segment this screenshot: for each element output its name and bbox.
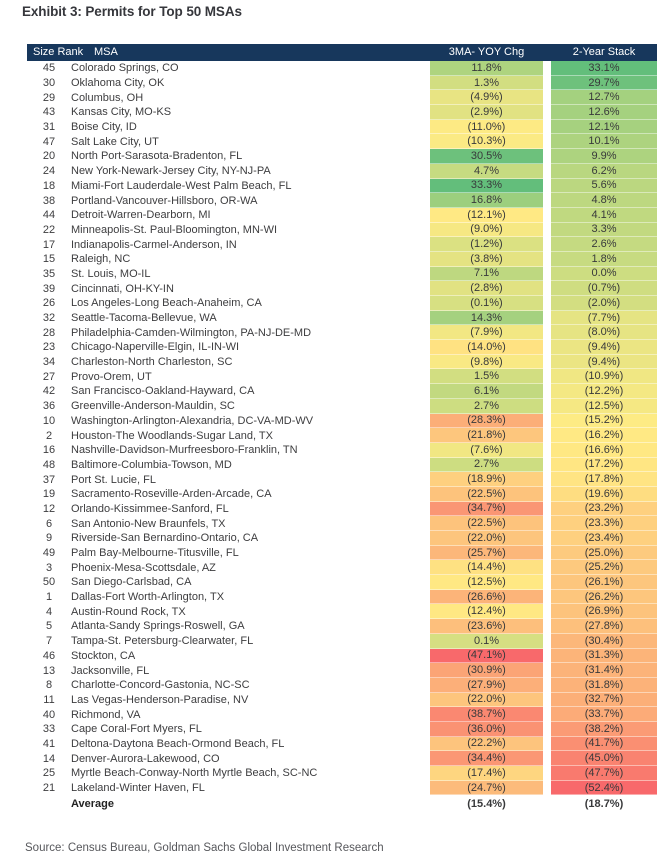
table-row bbox=[27, 76, 657, 91]
msa-cell: Detroit-Warren-Dearborn, MI bbox=[71, 209, 211, 222]
size-rank-cell: 11 bbox=[43, 693, 55, 706]
size-rank-cell: 4 bbox=[45, 605, 53, 618]
table-row bbox=[27, 223, 657, 238]
two-year-stack-cell: (52.4%) bbox=[551, 781, 657, 796]
two-year-stack-cell: 12.1% bbox=[551, 120, 657, 135]
table-row bbox=[27, 105, 657, 120]
table-row bbox=[27, 707, 657, 722]
two-year-stack-cell: (17.8%) bbox=[551, 472, 657, 487]
msa-cell: Port St. Lucie, FL bbox=[71, 473, 156, 486]
yoy-chg-cell: (1.2%) bbox=[430, 237, 543, 252]
msa-cell: Palm Bay-Melbourne-Titusville, FL bbox=[71, 547, 239, 560]
msa-cell: Atlanta-Sandy Springs-Roswell, GA bbox=[71, 620, 245, 633]
table-row bbox=[27, 751, 657, 766]
two-year-stack-cell: (45.0%) bbox=[551, 751, 657, 766]
msa-cell: St. Louis, MO-IL bbox=[71, 267, 151, 280]
two-year-stack-cell: (0.7%) bbox=[551, 281, 657, 296]
two-year-stack-cell: 12.6% bbox=[551, 105, 657, 120]
msa-cell: Phoenix-Mesa-Scottsdale, AZ bbox=[71, 561, 216, 574]
two-year-stack-cell: (31.3%) bbox=[551, 649, 657, 664]
size-rank-cell: 18 bbox=[42, 179, 56, 192]
table-row bbox=[27, 428, 657, 443]
yoy-chg-cell: (18.9%) bbox=[430, 472, 543, 487]
msa-cell: Orlando-Kissimmee-Sanford, FL bbox=[71, 502, 229, 515]
size-rank-cell: 41 bbox=[42, 737, 56, 750]
table-row bbox=[27, 649, 657, 664]
table-row bbox=[27, 311, 657, 326]
two-year-stack-cell: (12.5%) bbox=[551, 399, 657, 414]
table-row bbox=[27, 61, 657, 76]
msa-cell: Las Vegas-Henderson-Paradise, NV bbox=[71, 693, 249, 706]
size-rank-cell: 21 bbox=[42, 782, 56, 795]
msa-cell: Charlotte-Concord-Gastonia, NC-SC bbox=[71, 679, 250, 692]
msa-cell: Washington-Arlington-Alexandria, DC-VA-MD-WV bbox=[71, 414, 314, 427]
size-rank-cell: 30 bbox=[42, 77, 56, 90]
msa-cell: Provo-Orem, UT bbox=[71, 370, 152, 383]
size-rank-cell: 9 bbox=[45, 532, 53, 545]
two-year-stack-cell: (7.7%) bbox=[551, 311, 657, 326]
column-header-2-year-stack: 2-Year Stack bbox=[572, 46, 636, 58]
msa-cell: Richmond, VA bbox=[71, 708, 141, 721]
size-rank-cell: 43 bbox=[42, 106, 56, 119]
table-row bbox=[27, 355, 657, 370]
average-label: Average bbox=[71, 797, 115, 810]
yoy-chg-cell: (12.1%) bbox=[430, 208, 543, 223]
size-rank-cell: 50 bbox=[42, 576, 56, 589]
yoy-chg-cell: (14.0%) bbox=[430, 340, 543, 355]
two-year-stack-cell: (10.9%) bbox=[551, 369, 657, 384]
msa-cell: San Francisco-Oakland-Hayward, CA bbox=[71, 385, 255, 398]
msa-cell: Miami-Fort Lauderdale-West Palm Beach, FL bbox=[71, 179, 292, 192]
table-row bbox=[27, 443, 657, 458]
table-row bbox=[27, 472, 657, 487]
yoy-chg-cell: (7.6%) bbox=[430, 443, 543, 458]
table-row bbox=[27, 722, 657, 737]
yoy-chg-cell: (22.5%) bbox=[430, 487, 543, 502]
msa-cell: Cincinnati, OH-KY-IN bbox=[71, 282, 174, 295]
yoy-chg-cell: (22.0%) bbox=[430, 693, 543, 708]
two-year-stack-cell: (16.6%) bbox=[551, 443, 657, 458]
yoy-chg-cell: 7.1% bbox=[430, 267, 543, 282]
msa-cell: Oklahoma City, OK bbox=[71, 77, 165, 90]
msa-cell: Stockton, CA bbox=[71, 649, 136, 662]
two-year-stack-cell: 5.6% bbox=[551, 179, 657, 194]
size-rank-cell: 27 bbox=[42, 370, 56, 383]
two-year-stack-cell: (26.1%) bbox=[551, 575, 657, 590]
table-row bbox=[27, 164, 657, 179]
msa-cell: Austin-Round Rock, TX bbox=[71, 605, 186, 618]
yoy-chg-cell: (10.3%) bbox=[430, 134, 543, 149]
two-year-stack-cell: (32.7%) bbox=[551, 693, 657, 708]
yoy-chg-cell: (4.9%) bbox=[430, 90, 543, 105]
source-note: Source: Census Bureau, Goldman Sachs Global Investment Research bbox=[25, 842, 384, 854]
size-rank-cell: 1 bbox=[45, 591, 53, 604]
table-row bbox=[27, 487, 657, 502]
size-rank-cell: 35 bbox=[42, 267, 56, 280]
two-year-stack-cell: (23.2%) bbox=[551, 502, 657, 517]
table-row bbox=[27, 546, 657, 561]
msa-cell: Charleston-North Charleston, SC bbox=[71, 356, 233, 369]
table-row bbox=[27, 619, 657, 634]
size-rank-cell: 12 bbox=[42, 502, 56, 515]
two-year-stack-cell: (12.2%) bbox=[551, 384, 657, 399]
msa-cell: Jacksonville, FL bbox=[71, 664, 150, 677]
two-year-stack-cell: (8.0%) bbox=[551, 325, 657, 340]
size-rank-cell: 32 bbox=[42, 312, 56, 325]
size-rank-cell: 26 bbox=[42, 297, 56, 310]
yoy-chg-cell: (22.0%) bbox=[430, 531, 543, 546]
size-rank-cell: 28 bbox=[42, 326, 56, 339]
size-rank-cell: 17 bbox=[42, 238, 56, 251]
table-row bbox=[27, 120, 657, 135]
two-year-stack-cell: (27.8%) bbox=[551, 619, 657, 634]
two-year-stack-cell: 29.7% bbox=[551, 76, 657, 91]
msa-cell: Baltimore-Columbia-Towson, MD bbox=[71, 458, 232, 471]
average-stack-value: (18.7%) bbox=[584, 797, 624, 810]
size-rank-cell: 33 bbox=[42, 723, 56, 736]
yoy-chg-cell: (27.9%) bbox=[430, 678, 543, 693]
column-header-size-rank: Size Rank bbox=[33, 46, 84, 58]
table-row bbox=[27, 516, 657, 531]
yoy-chg-cell: 1.3% bbox=[430, 76, 543, 91]
two-year-stack-cell: 2.6% bbox=[551, 237, 657, 252]
two-year-stack-cell: 12.7% bbox=[551, 90, 657, 105]
msa-cell: Sacramento-Roseville-Arden-Arcade, CA bbox=[71, 488, 272, 501]
table-row bbox=[27, 663, 657, 678]
msa-cell: Cape Coral-Fort Myers, FL bbox=[71, 723, 202, 736]
yoy-chg-cell: (34.4%) bbox=[430, 751, 543, 766]
yoy-chg-cell: (17.4%) bbox=[430, 766, 543, 781]
table-row bbox=[27, 399, 657, 414]
size-rank-cell: 2 bbox=[45, 429, 53, 442]
yoy-chg-cell: (12.4%) bbox=[430, 604, 543, 619]
msa-cell: Colorado Springs, CO bbox=[71, 62, 179, 75]
two-year-stack-cell: (47.7%) bbox=[551, 766, 657, 781]
msa-cell: Raleigh, NC bbox=[71, 253, 131, 266]
size-rank-cell: 45 bbox=[42, 62, 56, 75]
yoy-chg-cell: 1.5% bbox=[430, 369, 543, 384]
size-rank-cell: 23 bbox=[42, 341, 56, 354]
table-row bbox=[27, 414, 657, 429]
msa-cell: North Port-Sarasota-Bradenton, FL bbox=[71, 150, 243, 163]
msa-cell: Columbus, OH bbox=[71, 91, 144, 104]
yoy-chg-cell: (2.8%) bbox=[430, 281, 543, 296]
two-year-stack-cell: (9.4%) bbox=[551, 355, 657, 370]
yoy-chg-cell: (14.4%) bbox=[430, 560, 543, 575]
table-row bbox=[27, 737, 657, 752]
size-rank-cell: 40 bbox=[42, 708, 56, 721]
msa-cell: Philadelphia-Camden-Wilmington, PA-NJ-DE-MD bbox=[71, 326, 312, 339]
msa-cell: Lakeland-Winter Haven, FL bbox=[71, 782, 205, 795]
yoy-chg-cell: (22.5%) bbox=[430, 516, 543, 531]
two-year-stack-cell: (31.8%) bbox=[551, 678, 657, 693]
yoy-chg-cell: (34.7%) bbox=[430, 502, 543, 517]
two-year-stack-cell: (26.9%) bbox=[551, 604, 657, 619]
yoy-chg-cell: (0.1%) bbox=[430, 296, 543, 311]
two-year-stack-cell: (19.6%) bbox=[551, 487, 657, 502]
size-rank-cell: 10 bbox=[42, 414, 56, 427]
two-year-stack-cell: (2.0%) bbox=[551, 296, 657, 311]
msa-cell: Chicago-Naperville-Elgin, IL-IN-WI bbox=[71, 341, 240, 354]
two-year-stack-cell: (30.4%) bbox=[551, 634, 657, 649]
average-yoy-value: (15.4%) bbox=[467, 797, 506, 810]
size-rank-cell: 38 bbox=[42, 194, 56, 207]
table-row bbox=[27, 237, 657, 252]
msa-cell: Los Angeles-Long Beach-Anaheim, CA bbox=[71, 297, 262, 310]
msa-cell: Deltona-Daytona Beach-Ormond Beach, FL bbox=[71, 737, 285, 750]
msa-cell: Portland-Vancouver-Hillsboro, OR-WA bbox=[71, 194, 258, 207]
table-row bbox=[27, 560, 657, 575]
yoy-chg-cell: 4.7% bbox=[430, 164, 543, 179]
table-row bbox=[27, 458, 657, 473]
size-rank-cell: 7 bbox=[45, 635, 53, 648]
table-row bbox=[27, 781, 657, 796]
msa-cell: Denver-Aurora-Lakewood, CO bbox=[71, 752, 220, 765]
msa-cell: San Antonio-New Braunfels, TX bbox=[71, 517, 226, 530]
size-rank-cell: 49 bbox=[42, 547, 56, 560]
two-year-stack-cell: (33.7%) bbox=[551, 707, 657, 722]
table-row bbox=[27, 678, 657, 693]
msa-cell: Nashville-Davidson-Murfreesboro-Franklin, TN bbox=[71, 444, 298, 457]
column-header-msa: MSA bbox=[94, 46, 118, 58]
size-rank-cell: 42 bbox=[42, 385, 56, 398]
two-year-stack-cell: 1.8% bbox=[551, 252, 657, 267]
yoy-chg-cell: (26.6%) bbox=[430, 590, 543, 605]
size-rank-cell: 16 bbox=[42, 444, 56, 457]
table-row bbox=[27, 252, 657, 267]
exhibit-title: Exhibit 3: Permits for Top 50 MSAs bbox=[22, 4, 242, 19]
size-rank-cell: 36 bbox=[42, 400, 56, 413]
two-year-stack-cell: (26.2%) bbox=[551, 590, 657, 605]
yoy-chg-cell: (30.9%) bbox=[430, 663, 543, 678]
yoy-chg-cell: (12.5%) bbox=[430, 575, 543, 590]
msa-cell: Riverside-San Bernardino-Ontario, CA bbox=[71, 532, 259, 545]
two-year-stack-cell: 0.0% bbox=[551, 267, 657, 282]
yoy-chg-cell: (9.0%) bbox=[430, 223, 543, 238]
yoy-chg-cell: (25.7%) bbox=[430, 546, 543, 561]
table-row bbox=[27, 575, 657, 590]
two-year-stack-cell: (9.4%) bbox=[551, 340, 657, 355]
yoy-chg-cell: (2.9%) bbox=[430, 105, 543, 120]
two-year-stack-cell: (17.2%) bbox=[551, 458, 657, 473]
two-year-stack-cell: 4.8% bbox=[551, 193, 657, 208]
size-rank-cell: 15 bbox=[42, 253, 56, 266]
size-rank-cell: 14 bbox=[42, 752, 56, 765]
two-year-stack-cell: (25.0%) bbox=[551, 546, 657, 561]
msa-cell: Salt Lake City, UT bbox=[71, 135, 159, 148]
msa-cell: Myrtle Beach-Conway-North Myrtle Beach, SC-NC bbox=[71, 767, 318, 780]
size-rank-cell: 31 bbox=[42, 121, 56, 134]
msa-cell: Minneapolis-St. Paul-Bloomington, MN-WI bbox=[71, 223, 278, 236]
msa-cell: New York-Newark-Jersey City, NY-NJ-PA bbox=[71, 165, 271, 178]
two-year-stack-cell: (23.4%) bbox=[551, 531, 657, 546]
yoy-chg-cell: (21.8%) bbox=[430, 428, 543, 443]
two-year-stack-cell: 6.2% bbox=[551, 164, 657, 179]
yoy-chg-cell: 16.8% bbox=[430, 193, 543, 208]
yoy-chg-cell: (11.0%) bbox=[430, 120, 543, 135]
table-row bbox=[27, 134, 657, 149]
size-rank-cell: 20 bbox=[42, 150, 56, 163]
size-rank-cell: 48 bbox=[42, 458, 56, 471]
msa-cell: Greenville-Anderson-Mauldin, SC bbox=[71, 400, 235, 413]
table-row bbox=[27, 267, 657, 282]
yoy-chg-cell: (22.2%) bbox=[430, 737, 543, 752]
two-year-stack-cell: 3.3% bbox=[551, 223, 657, 238]
yoy-chg-cell: 33.3% bbox=[430, 179, 543, 194]
msa-cell: Seattle-Tacoma-Bellevue, WA bbox=[71, 312, 217, 325]
msa-cell: Kansas City, MO-KS bbox=[71, 106, 172, 119]
yoy-chg-cell: (36.0%) bbox=[430, 722, 543, 737]
yoy-chg-cell: (28.3%) bbox=[430, 414, 543, 429]
size-rank-cell: 34 bbox=[42, 356, 56, 369]
average-row bbox=[27, 796, 657, 811]
column-header-yoy-chg: 3MA- YOY Chg bbox=[448, 46, 525, 58]
size-rank-cell: 25 bbox=[42, 767, 56, 780]
size-rank-cell: 24 bbox=[42, 165, 56, 178]
size-rank-cell: 13 bbox=[42, 664, 56, 677]
table-row bbox=[27, 590, 657, 605]
msa-cell: San Diego-Carlsbad, CA bbox=[71, 576, 192, 589]
table-row bbox=[27, 369, 657, 384]
table-row bbox=[27, 531, 657, 546]
yoy-chg-cell: (7.9%) bbox=[430, 325, 543, 340]
yoy-chg-cell: (24.7%) bbox=[430, 781, 543, 796]
msa-cell: Boise City, ID bbox=[71, 121, 137, 134]
table-row bbox=[27, 325, 657, 340]
two-year-stack-cell: (16.2%) bbox=[551, 428, 657, 443]
yoy-chg-cell: 11.8% bbox=[430, 61, 543, 76]
table-row bbox=[27, 149, 657, 164]
two-year-stack-cell: (25.2%) bbox=[551, 560, 657, 575]
two-year-stack-cell: 10.1% bbox=[551, 134, 657, 149]
table-row bbox=[27, 384, 657, 399]
table-row bbox=[27, 604, 657, 619]
yoy-chg-cell: 30.5% bbox=[430, 149, 543, 164]
msa-cell: Indianapolis-Carmel-Anderson, IN bbox=[71, 238, 237, 251]
yoy-chg-cell: 0.1% bbox=[430, 634, 543, 649]
two-year-stack-cell: 9.9% bbox=[551, 149, 657, 164]
table-row bbox=[27, 208, 657, 223]
msa-cell: Dallas-Fort Worth-Arlington, TX bbox=[71, 591, 225, 604]
yoy-chg-cell: (38.7%) bbox=[430, 707, 543, 722]
size-rank-cell: 8 bbox=[45, 679, 53, 692]
yoy-chg-cell: (23.6%) bbox=[430, 619, 543, 634]
size-rank-cell: 22 bbox=[42, 223, 56, 236]
yoy-chg-cell: 2.7% bbox=[430, 399, 543, 414]
two-year-stack-cell: 33.1% bbox=[551, 61, 657, 76]
table-row bbox=[27, 281, 657, 296]
yoy-chg-cell: (9.8%) bbox=[430, 355, 543, 370]
table-row bbox=[27, 340, 657, 355]
size-rank-cell: 44 bbox=[42, 209, 56, 222]
size-rank-cell: 46 bbox=[42, 649, 56, 662]
table-body bbox=[27, 61, 657, 795]
two-year-stack-cell: (23.3%) bbox=[551, 516, 657, 531]
yoy-chg-cell: 14.3% bbox=[430, 311, 543, 326]
table-header bbox=[27, 44, 657, 61]
size-rank-cell: 19 bbox=[42, 488, 56, 501]
two-year-stack-cell: (38.2%) bbox=[551, 722, 657, 737]
size-rank-cell: 5 bbox=[45, 620, 53, 633]
msa-cell: Houston-The Woodlands-Sugar Land, TX bbox=[71, 429, 273, 442]
table-row bbox=[27, 90, 657, 105]
two-year-stack-cell: (31.4%) bbox=[551, 663, 657, 678]
table-row bbox=[27, 634, 657, 649]
permits-table bbox=[27, 44, 657, 811]
table-row bbox=[27, 296, 657, 311]
table-row bbox=[27, 179, 657, 194]
size-rank-cell: 3 bbox=[45, 561, 53, 574]
table-row bbox=[27, 502, 657, 517]
yoy-chg-cell: 2.7% bbox=[430, 458, 543, 473]
yoy-chg-cell: (47.1%) bbox=[430, 649, 543, 664]
size-rank-cell: 37 bbox=[42, 473, 56, 486]
size-rank-cell: 47 bbox=[42, 135, 56, 148]
table-row bbox=[27, 193, 657, 208]
two-year-stack-cell: (15.2%) bbox=[551, 414, 657, 429]
yoy-chg-cell: 6.1% bbox=[430, 384, 543, 399]
yoy-chg-cell: (3.8%) bbox=[430, 252, 543, 267]
table-row bbox=[27, 693, 657, 708]
table-row bbox=[27, 766, 657, 781]
size-rank-cell: 6 bbox=[45, 517, 53, 530]
msa-cell: Tampa-St. Petersburg-Clearwater, FL bbox=[71, 635, 254, 648]
two-year-stack-cell: 4.1% bbox=[551, 208, 657, 223]
two-year-stack-cell: (41.7%) bbox=[551, 737, 657, 752]
size-rank-cell: 29 bbox=[42, 91, 56, 104]
size-rank-cell: 39 bbox=[42, 282, 56, 295]
